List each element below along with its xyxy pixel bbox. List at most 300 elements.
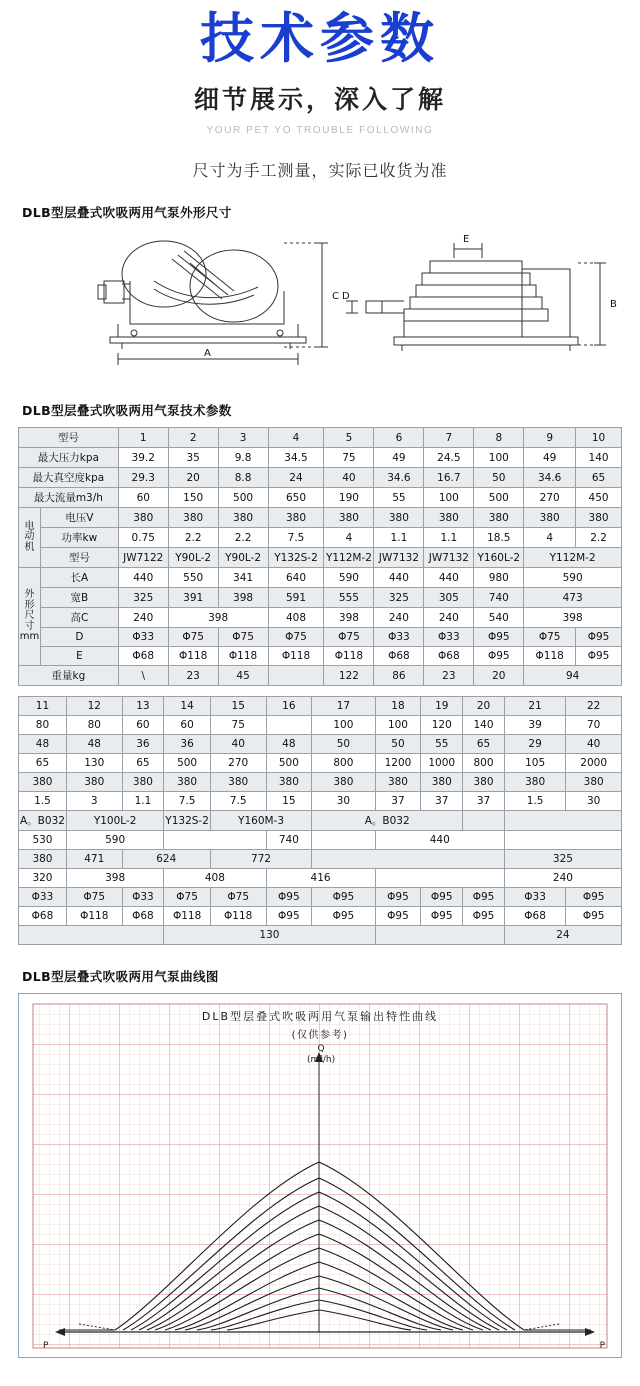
- drawing-caption: DLB型层叠式吹吸两用气泵外形尺寸: [22, 205, 232, 221]
- cell: 75: [210, 716, 266, 735]
- spec-tables: [18, 427, 622, 945]
- table-row: [19, 888, 622, 907]
- cell: 34.6: [374, 468, 424, 488]
- cell: 24: [504, 926, 621, 945]
- cell: 650: [268, 488, 324, 508]
- cell: [504, 811, 621, 831]
- cell: 740: [266, 831, 312, 850]
- table-caption: DLB型层叠式吹吸两用气泵技术参数: [22, 403, 232, 419]
- cell: Φ33: [19, 888, 67, 907]
- cell: 1000: [421, 754, 463, 773]
- cell: 7.5: [210, 792, 266, 811]
- y-axis-symbol: Q: [317, 1044, 325, 1055]
- drawing-svg: [22, 229, 618, 379]
- cell: [268, 666, 324, 686]
- drawing-label-b: B: [610, 299, 617, 311]
- cell: 105: [504, 754, 565, 773]
- cell: Y100L-2: [66, 811, 163, 831]
- cell: 48: [266, 735, 312, 754]
- cell: 240: [504, 869, 621, 888]
- performance-curve-chart: [18, 993, 622, 1358]
- cell: 36: [164, 735, 211, 754]
- cell: Φ75: [218, 628, 268, 647]
- cell: 380: [524, 508, 576, 528]
- cell: 500: [164, 754, 211, 773]
- cell: 20: [474, 666, 524, 686]
- cell: 380: [324, 508, 374, 528]
- cell: 2000: [566, 754, 622, 773]
- cell: Y112M-2: [524, 548, 622, 568]
- cell: 590: [324, 568, 374, 588]
- cell: Φ95: [576, 647, 622, 666]
- cell: 17: [312, 697, 375, 716]
- cell: Φ68: [122, 907, 164, 926]
- cell: Φ68: [424, 647, 474, 666]
- cell: [164, 831, 266, 850]
- cell: Φ95: [576, 628, 622, 647]
- spec-table-2: [18, 696, 622, 945]
- cell: Φ118: [66, 907, 122, 926]
- cell: 45: [218, 666, 268, 686]
- cell: 380: [66, 773, 122, 792]
- cell: 1.5: [19, 792, 67, 811]
- cell: [375, 926, 504, 945]
- cell: 8.8: [218, 468, 268, 488]
- chart-caption: DLB型层叠式吹吸两用气泵曲线图: [22, 969, 219, 985]
- cell: 320: [19, 869, 67, 888]
- cell: 20: [463, 697, 505, 716]
- cell: 37: [421, 792, 463, 811]
- cell: 270: [524, 488, 576, 508]
- cell: Y160M-3: [210, 811, 311, 831]
- cell: 380: [266, 773, 312, 792]
- cell: 55: [421, 735, 463, 754]
- table-row: [19, 697, 622, 716]
- cell: Φ95: [566, 907, 622, 926]
- page-title: 技术参数: [200, 7, 440, 70]
- cell: 398: [524, 608, 622, 628]
- cell: 120: [421, 716, 463, 735]
- cell: 9: [524, 428, 576, 448]
- cell: 29: [504, 735, 565, 754]
- cell: Φ95: [463, 907, 505, 926]
- cell: 100: [424, 488, 474, 508]
- cell: Φ95: [463, 888, 505, 907]
- cell: Φ75: [524, 628, 576, 647]
- cell: 380: [566, 773, 622, 792]
- cell: Φ95: [266, 888, 312, 907]
- cell: 800: [312, 754, 375, 773]
- cell: Φ68: [504, 907, 565, 926]
- cell: 7.5: [268, 528, 324, 548]
- cell: 49: [374, 448, 424, 468]
- cell: 473: [524, 588, 622, 608]
- cell: 100: [312, 716, 375, 735]
- row-label-model: 型号: [19, 428, 119, 448]
- cell: Φ95: [266, 907, 312, 926]
- table-row: [19, 811, 622, 831]
- chart-x-axis-label-right: P: [599, 1341, 605, 1352]
- cell: 37: [375, 792, 421, 811]
- y-axis-unit: (m³/h): [307, 1054, 336, 1065]
- cell: Φ68: [374, 647, 424, 666]
- cell: 60: [118, 488, 168, 508]
- dimension-drawing: [22, 229, 618, 379]
- cell: 5: [324, 428, 374, 448]
- table-row: [19, 468, 622, 488]
- table-row: [19, 716, 622, 735]
- cell: 7.5: [164, 792, 211, 811]
- cell: Φ33: [424, 628, 474, 647]
- cell: 325: [118, 588, 168, 608]
- cell: 39: [504, 716, 565, 735]
- cell: 2: [168, 428, 218, 448]
- cell: 1.1: [122, 792, 164, 811]
- table-row: [19, 666, 622, 686]
- cell: 40: [566, 735, 622, 754]
- svg-text:D: D: [342, 291, 350, 303]
- cell: 30: [566, 792, 622, 811]
- cell: 6: [374, 428, 424, 448]
- cell: Φ118: [168, 647, 218, 666]
- cell: Φ33: [122, 888, 164, 907]
- cell: Φ33: [118, 628, 168, 647]
- cell: Φ118: [268, 647, 324, 666]
- cell: \: [118, 666, 168, 686]
- cell: [312, 831, 375, 850]
- cell: Φ33: [374, 628, 424, 647]
- cell: 325: [504, 850, 621, 869]
- cell: 380: [19, 850, 67, 869]
- cell: Y90L-2: [218, 548, 268, 568]
- cell: Φ95: [375, 888, 421, 907]
- cell: Φ75: [210, 888, 266, 907]
- cell: 2.2: [218, 528, 268, 548]
- cell: Φ75: [324, 628, 374, 647]
- cell: 80: [19, 716, 67, 735]
- row-label-motor-model: 型号: [40, 548, 118, 568]
- cell: Φ118: [164, 907, 211, 926]
- cell: 140: [576, 448, 622, 468]
- cell: 130: [66, 754, 122, 773]
- cell: 380: [421, 773, 463, 792]
- cell: JW7122: [118, 548, 168, 568]
- row-group-motor: 电 动 机: [19, 508, 41, 568]
- cell: 800: [463, 754, 505, 773]
- cell: Φ118: [324, 647, 374, 666]
- cell: 591: [268, 588, 324, 608]
- cell: 500: [474, 488, 524, 508]
- cell: 130: [164, 926, 375, 945]
- cell: 40: [324, 468, 374, 488]
- chart-x-axis-label-left: P: [43, 1341, 49, 1352]
- cell: 500: [266, 754, 312, 773]
- cell: 190: [324, 488, 374, 508]
- cell: 380: [168, 508, 218, 528]
- cell: 100: [375, 716, 421, 735]
- table-row: [19, 647, 622, 666]
- table-row: [19, 735, 622, 754]
- row-label-max-vacuum: 最大真空度kpa: [19, 468, 119, 488]
- cell: 380: [374, 508, 424, 528]
- cell: 21: [504, 697, 565, 716]
- cell: 34.6: [524, 468, 576, 488]
- table-row: [19, 568, 622, 588]
- cell: 500: [218, 488, 268, 508]
- cell: 36: [122, 735, 164, 754]
- cell: Φ118: [524, 647, 576, 666]
- cell: 450: [576, 488, 622, 508]
- cell: 18: [375, 697, 421, 716]
- cell: Φ95: [312, 907, 375, 926]
- cell: 29.3: [118, 468, 168, 488]
- row-label-length: 长A: [40, 568, 118, 588]
- cell: 60: [122, 716, 164, 735]
- page-header: [0, 0, 640, 181]
- table-row: [19, 428, 622, 448]
- cell: 55: [374, 488, 424, 508]
- cell: 1: [118, 428, 168, 448]
- cell: Φ95: [375, 907, 421, 926]
- cell: [19, 926, 164, 945]
- cell: 471: [66, 850, 122, 869]
- cell: 35: [168, 448, 218, 468]
- table-row: [19, 773, 622, 792]
- cell: 2.2: [576, 528, 622, 548]
- cell: 16: [266, 697, 312, 716]
- cell: 440: [374, 568, 424, 588]
- cell: 22: [566, 697, 622, 716]
- cell: 590: [524, 568, 622, 588]
- cell: 416: [266, 869, 375, 888]
- cell: 3: [66, 792, 122, 811]
- cell: [375, 869, 504, 888]
- cell: 550: [168, 568, 218, 588]
- cell: 37: [463, 792, 505, 811]
- cell: 380: [576, 508, 622, 528]
- cell: JW7132: [424, 548, 474, 568]
- cell: 24.5: [424, 448, 474, 468]
- table-row: [19, 628, 622, 647]
- cell: 14: [164, 697, 211, 716]
- cell: 2.2: [168, 528, 218, 548]
- row-label-e: E: [40, 647, 118, 666]
- cell: 70: [566, 716, 622, 735]
- cell: 398: [168, 608, 268, 628]
- table-row: [19, 926, 622, 945]
- cell: 94: [524, 666, 622, 686]
- cell: Φ75: [66, 888, 122, 907]
- cell: 380: [463, 773, 505, 792]
- cell: [312, 850, 505, 869]
- cell: 530: [19, 831, 67, 850]
- cell: 48: [66, 735, 122, 754]
- cell: 240: [424, 608, 474, 628]
- cell: 150: [168, 488, 218, 508]
- cell: 325: [374, 588, 424, 608]
- cell: 65: [463, 735, 505, 754]
- cell: 39.2: [118, 448, 168, 468]
- cell: Φ95: [312, 888, 375, 907]
- cell: 440: [424, 568, 474, 588]
- cell: 540: [474, 608, 524, 628]
- cell: 380: [375, 773, 421, 792]
- cell: 13: [122, 697, 164, 716]
- cell: 240: [374, 608, 424, 628]
- cell: 380: [268, 508, 324, 528]
- cell: 86: [374, 666, 424, 686]
- cell: Φ68: [19, 907, 67, 926]
- cell: 1200: [375, 754, 421, 773]
- cell: Φ75: [168, 628, 218, 647]
- spec-table-1: [18, 427, 622, 686]
- cell: 440: [375, 831, 504, 850]
- cell: 380: [19, 773, 67, 792]
- cell: 40: [210, 735, 266, 754]
- cell: 8: [474, 428, 524, 448]
- table-row: [19, 588, 622, 608]
- cell: 640: [268, 568, 324, 588]
- table-row: [19, 508, 622, 528]
- table-row: [19, 548, 622, 568]
- cell: 391: [168, 588, 218, 608]
- page-english-tagline: YOUR PET YO TROUBLE FOLLOWING: [206, 125, 434, 137]
- cell: 0.75: [118, 528, 168, 548]
- cell: 270: [210, 754, 266, 773]
- cell: Φ95: [421, 888, 463, 907]
- row-label-voltage: 电压V: [40, 508, 118, 528]
- row-label-height: 高C: [40, 608, 118, 628]
- page-footer-space: [0, 1358, 640, 1372]
- cell: 49: [524, 448, 576, 468]
- table-row: [19, 831, 622, 850]
- cell: 772: [210, 850, 311, 869]
- cell: 80: [66, 716, 122, 735]
- cell: 380: [118, 508, 168, 528]
- cell: 240: [118, 608, 168, 628]
- cell: 10: [576, 428, 622, 448]
- cell: Y90L-2: [168, 548, 218, 568]
- table-row: [19, 488, 622, 508]
- cell: Y132S-2: [164, 811, 211, 831]
- cell: 740: [474, 588, 524, 608]
- table-row: [19, 754, 622, 773]
- table-row: [19, 608, 622, 628]
- cell: Φ118: [210, 907, 266, 926]
- cell: 16.7: [424, 468, 474, 488]
- cell: 4: [524, 528, 576, 548]
- cell: 305: [424, 588, 474, 608]
- chart-y-axis-label: [307, 1044, 335, 1066]
- cell: 398: [218, 588, 268, 608]
- cell: 60: [164, 716, 211, 735]
- cell: 18.5: [474, 528, 524, 548]
- chart-title: DLB型层叠式吹吸两用气泵输出特性曲线: [201, 1010, 439, 1024]
- cell: 48: [19, 735, 67, 754]
- cell: 4: [324, 528, 374, 548]
- cell: 380: [424, 508, 474, 528]
- cell: 408: [164, 869, 266, 888]
- cell: Φ75: [164, 888, 211, 907]
- cell: 100: [474, 448, 524, 468]
- row-label-max-flow: 最大流量m3/h: [19, 488, 119, 508]
- cell: 12: [66, 697, 122, 716]
- table-gap: [18, 686, 622, 696]
- cell: 65: [576, 468, 622, 488]
- cell: 398: [324, 608, 374, 628]
- cell: JW7132: [374, 548, 424, 568]
- cell: 15: [266, 792, 312, 811]
- drawing-label-e: E: [463, 234, 470, 246]
- cell: 380: [122, 773, 164, 792]
- table-row: [19, 448, 622, 468]
- cell: 1.1: [374, 528, 424, 548]
- cell: Y112M-2: [324, 548, 374, 568]
- cell: Φ95: [421, 907, 463, 926]
- cell: Φ33: [504, 888, 565, 907]
- drawing-label-c: C: [332, 291, 339, 303]
- table-row: [19, 869, 622, 888]
- cell: Φ95: [474, 628, 524, 647]
- row-label-max-pressure: 最大压力kpa: [19, 448, 119, 468]
- cell: 380: [504, 773, 565, 792]
- table-row: [19, 850, 622, 869]
- cell: 380: [210, 773, 266, 792]
- row-group-dims: 外 形 尺 寸 mm: [19, 568, 41, 666]
- cell: Φ75: [268, 628, 324, 647]
- cell: 380: [218, 508, 268, 528]
- cell: Φ68: [118, 647, 168, 666]
- cell: 122: [324, 666, 374, 686]
- cell: 65: [19, 754, 67, 773]
- cell: 23: [168, 666, 218, 686]
- cell: 50: [474, 468, 524, 488]
- cell: 440: [118, 568, 168, 588]
- cell: [266, 716, 312, 735]
- table-row: [19, 792, 622, 811]
- cell: 555: [324, 588, 374, 608]
- cell: 398: [66, 869, 163, 888]
- page-subtitle: 细节展示，深入了解: [193, 85, 446, 115]
- cell: 1.1: [424, 528, 474, 548]
- cell: 980: [474, 568, 524, 588]
- cell: A。B032: [19, 811, 67, 831]
- row-label-power: 功率kw: [40, 528, 118, 548]
- cell: Φ118: [218, 647, 268, 666]
- cell: 50: [312, 735, 375, 754]
- cell: Φ95: [566, 888, 622, 907]
- table-row: [19, 528, 622, 548]
- cell: 7: [424, 428, 474, 448]
- cell: 30: [312, 792, 375, 811]
- row-label-width: 宽B: [40, 588, 118, 608]
- cell: 380: [164, 773, 211, 792]
- cell: 380: [474, 508, 524, 528]
- cell: [463, 811, 505, 831]
- cell: 50: [375, 735, 421, 754]
- drawing-label-a: A: [204, 348, 211, 360]
- cell: 140: [463, 716, 505, 735]
- cell: 15: [210, 697, 266, 716]
- cell: 380: [312, 773, 375, 792]
- cell: Y132S-2: [268, 548, 324, 568]
- measurement-note: 尺寸为手工测量，实际已收货为准: [192, 161, 448, 181]
- cell: [504, 831, 621, 850]
- cell: 23: [424, 666, 474, 686]
- chart-subtitle: (仅供参考): [291, 1030, 349, 1042]
- cell: Φ95: [474, 647, 524, 666]
- cell: Y160L-2: [474, 548, 524, 568]
